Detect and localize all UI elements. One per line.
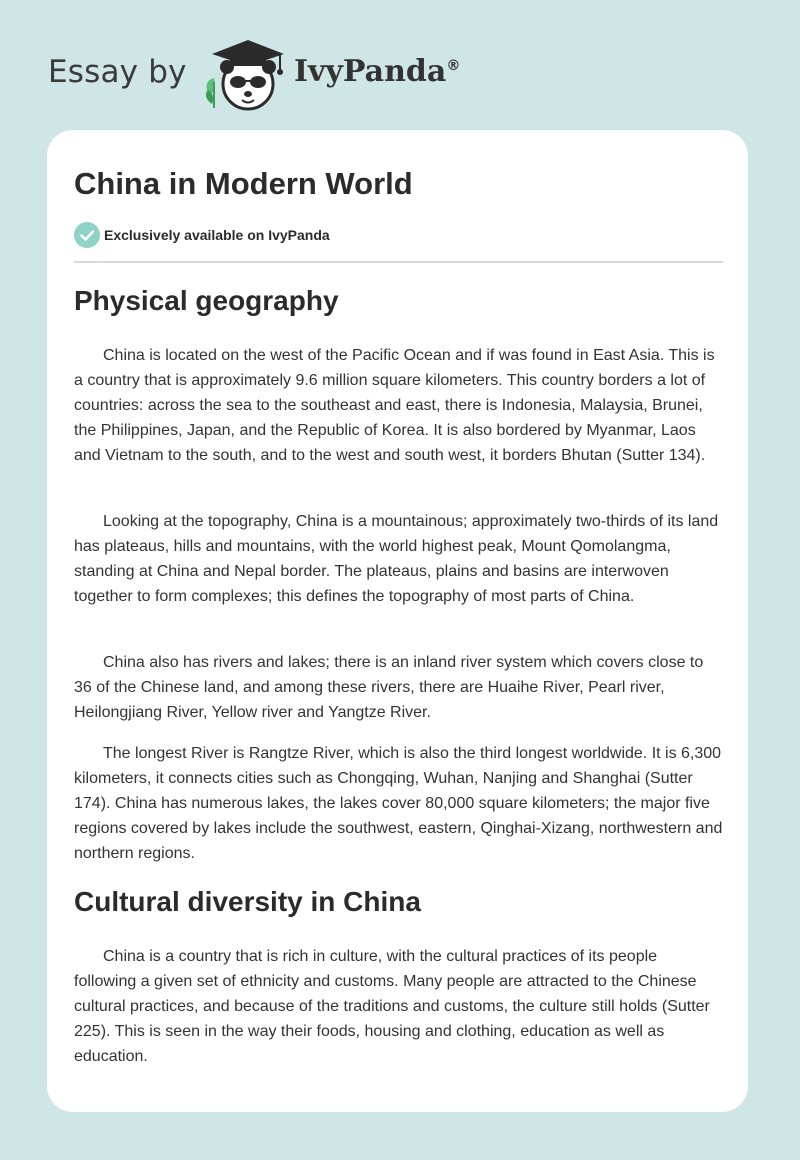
panda-logo-icon [200,34,292,114]
paragraph: China is located on the west of the Pacific Ocean and if was found in East Asia. This is a country that is approximately 9.6 million square kilometers. This country borders a lot of countries: across the sea to the southeast and east, there is Indonesia, Malaysia, Brunei, the Philippines, Japan, and the Republic of Korea. It is also bordered by Myanmar, Laos and Vietnam to the south, and to the west and south west, it borders Bhutan (Sutter 134). [74,347,715,464]
paragraph: China is a country that is rich in culture, with the cultural practices of its people following a given set of ethnicity and customs. Many people are attracted to the Chinese cultural practices, and because of the traditions and customs, the culture still holds (Sutter 225). This is seen in the way their foods, housing and clothing, education as well as education. [74,948,710,1065]
exclusive-badge-label: Exclusively available on IvyPanda [104,227,330,243]
site-header [48,30,748,120]
essay-card [47,130,748,1112]
section-heading-cultural-diversity: Cultural diversity in China [74,886,421,917]
brand-name: IvyPanda® [294,54,461,89]
registered-mark: ® [446,58,461,74]
exclusive-badge [74,222,330,248]
essay-title: China in Modern World [74,166,413,201]
title-divider [74,261,723,263]
paragraph: Looking at the topography, China is a mountainous; approximately two-thirds of its land has plateaus, hills and mountains, with the world highest peak, Mount Qomolangma, standing at China and Nepal border. The plateaus, plains and basins are interwoven together to form complexes; this defines the topography of most parts of China. [74,513,719,605]
paragraph: The longest River is Rangtze River, which is also the third longest worldwide. It is 6,300 kilometers, it connects cities such as Chongqing, Wuhan, Nanjing and Shanghai (Sutter 174). China has numerous lakes, the lakes cover 80,000 square kilometers; the major five regions covered by lakes include the southwest, eastern, Qinghai-Xizang, northwestern and northern regions. [74,745,723,862]
check-circle-icon [74,222,100,248]
section-heading-physical-geography: Physical geography [74,285,339,316]
essay-by-label: Essay by [48,54,187,90]
paragraph: China also has rivers and lakes; there is an inland river system which covers close to 36 of the Chinese land, and among these rivers, there are Huaihe River, Pearl river, Heilongjiang River, Yellow river and Yangtze River. [74,654,704,721]
